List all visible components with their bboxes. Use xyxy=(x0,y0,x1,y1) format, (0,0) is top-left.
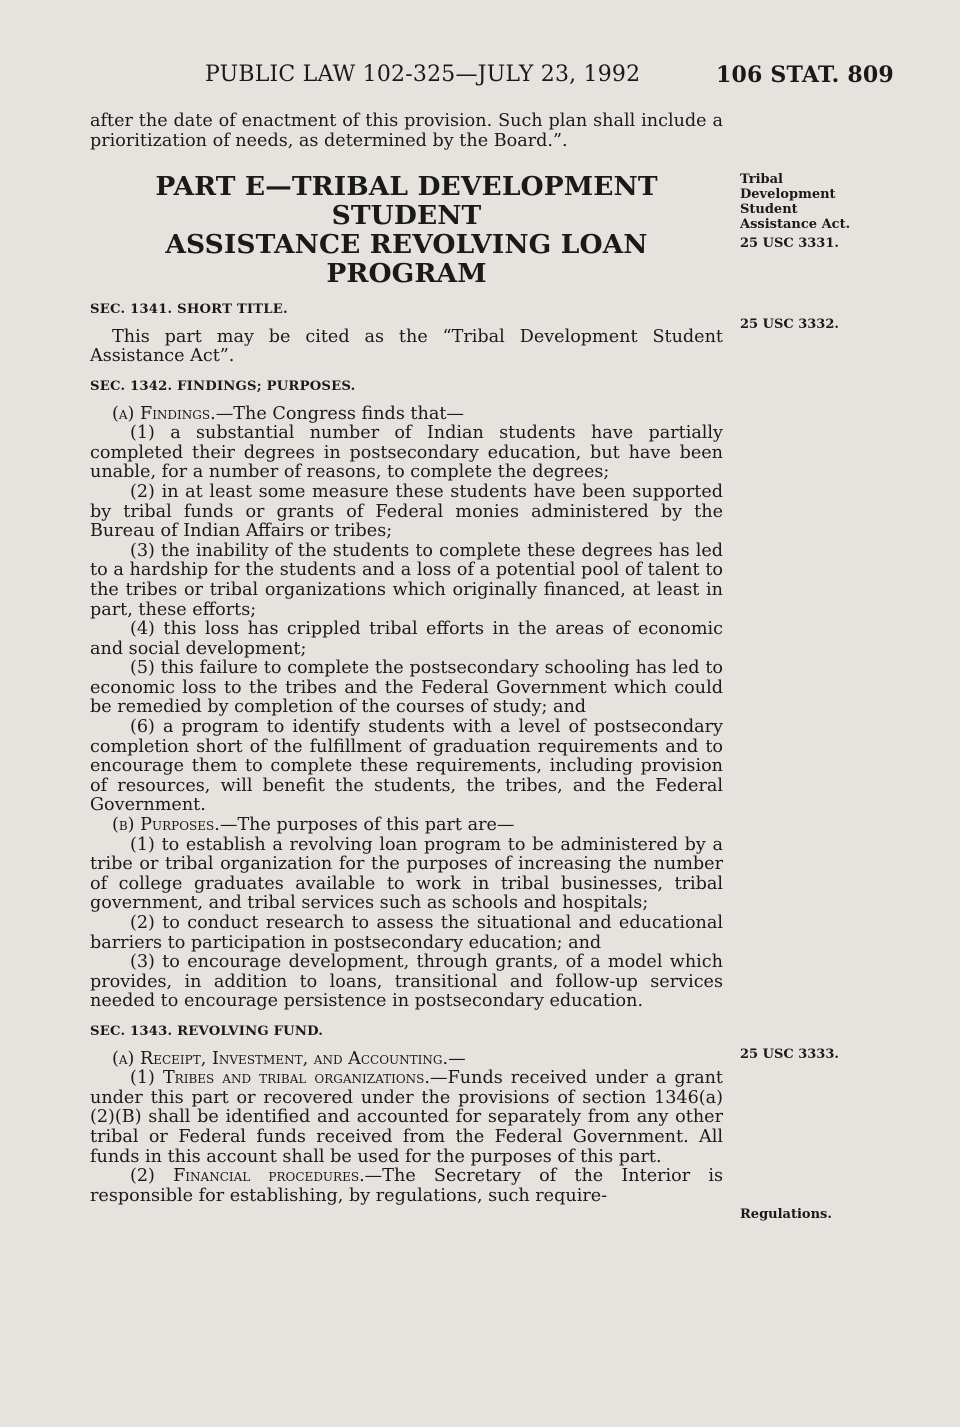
findings-intro xyxy=(90,405,723,425)
financial-label: (2) Financial procedures. xyxy=(130,1166,365,1187)
finding-item: (4) this loss has crippled tribal efforts in the areas of economic and social development; xyxy=(90,619,723,659)
purpose-item: (3) to encourage development, through grants, of a model which provides, in addition to loans, transitional and follow-up services needed to encourage persistence in postsecondary education. xyxy=(90,952,723,1012)
purpose-item: (2) to conduct research to assess the situational and educational barriers to participation in postsecondary education; and xyxy=(90,913,723,953)
findings-label: (a) Findings. xyxy=(112,403,216,424)
finding-item: (3) the inability of the students to complete these degrees has led to a hardship for the students and a loss of a potential pool of talent to the tribes or tribal organizations which originally financed, at least in part, these efforts; xyxy=(90,540,723,620)
finding-item: (6) a program to identify students with a level of postsecondary completion short of the fulfillment of graduation requirements and to encourage them to complete these requirements, including provision of resources, will benefit the students, the tribes, and the Federal Government. xyxy=(90,717,723,816)
receipt-label: (a) Receipt, Investment, and Accounting. xyxy=(112,1048,449,1069)
sec-1343-heading: SEC. 1343. REVOLVING FUND. xyxy=(90,1023,324,1039)
purposes-intro xyxy=(90,816,723,836)
receipt-dash: — xyxy=(448,1048,466,1069)
finding-item: (1) a substantial number of Indian students have partially completed their degrees in postsecondary education, but have been unable, for a number of reasons, to complete the degrees; xyxy=(90,423,723,483)
header-stat-number: 106 STAT. 809 xyxy=(716,62,894,88)
tribes-text: —Funds received under a grant under this part or recovered under the provisions of section 1346(a)(2)(B) shall be identified and accounted for separately from any other tribal or Federal funds received from the Federal Government. All funds in this account shall be used for the purposes of this part. xyxy=(90,1068,723,1167)
part-title xyxy=(90,172,723,288)
header-law-title: PUBLIC LAW 102-325—JULY 23, 1992 xyxy=(205,62,641,87)
purposes-label: (b) Purposes. xyxy=(112,815,220,836)
tribes-paragraph xyxy=(90,1069,723,1167)
financial-text: —The Secretary of the Interior is responsible for establishing, by regulations, such require- xyxy=(90,1166,723,1206)
findings-intro-text: —The Congress finds that— xyxy=(215,403,464,424)
part-title-line-1: PART E—TRIBAL DEVELOPMENT STUDENT xyxy=(155,171,658,232)
tribes-label: (1) Tribes and tribal organizations. xyxy=(130,1068,430,1089)
main-text xyxy=(90,112,723,1206)
receipt-heading xyxy=(90,1050,723,1070)
sec-1341-heading: SEC. 1341. SHORT TITLE. xyxy=(90,302,288,318)
sec-1341-text: This part may be cited as the “Tribal Development Student Assistance Act”. xyxy=(90,326,723,367)
finding-item: (5) this failure to complete the postsecondary schooling has led to economic loss to the tribes and the Federal Government which could be remedied by completion of the courses of study; and xyxy=(90,658,723,718)
finding-item: (2) in at least some measure these students have been supported by tribal funds or grants of Federal monies administered by the Bureau of Indian Affairs or tribes; xyxy=(90,481,723,542)
sec-1342-heading: SEC. 1342. FINDINGS; PURPOSES. xyxy=(90,378,356,394)
purposes-intro-text: —The purposes of this part are— xyxy=(219,815,515,836)
margin-usc-3331: 25 USC 3331. xyxy=(740,236,839,251)
margin-usc-3333: 25 USC 3333. xyxy=(740,1047,839,1062)
margin-usc-3332: 25 USC 3332. xyxy=(740,317,839,332)
financial-paragraph xyxy=(90,1167,723,1206)
page-header xyxy=(0,62,960,96)
intro-paragraph: after the date of enactment of this provision. Such plan shall include a prioritization of needs, as determined by the Board.”. xyxy=(90,111,723,151)
margin-act-name: Tribal Development Student Assistance Act. xyxy=(740,172,851,232)
part-title-line-2: ASSISTANCE REVOLVING LOAN PROGRAM xyxy=(165,229,648,290)
purpose-item: (1) to establish a revolving loan program to be administered by a tribe or tribal organization for the purposes of increasing the number of college graduates available to work in tribal businesses, tribal government, and tribal services such as schools and hospitals; xyxy=(90,834,723,914)
margin-regulations: Regulations. xyxy=(740,1207,832,1222)
